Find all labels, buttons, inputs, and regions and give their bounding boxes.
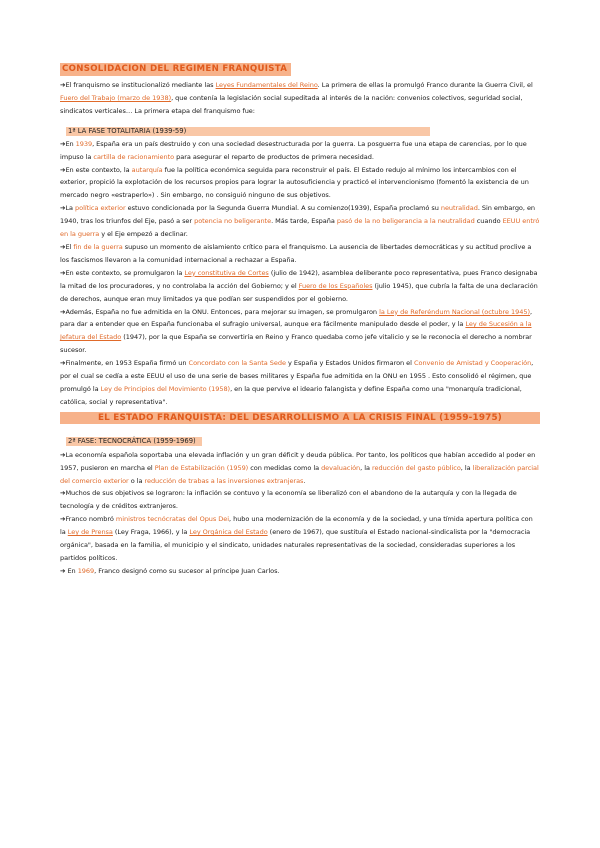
arrow-icon: ➔ bbox=[60, 359, 66, 368]
arrow-icon: ➔ bbox=[60, 242, 66, 251]
paragraph-politica-exterior: ➔La política exterior estuvo condicionada por la Segunda Guerra Mundial. A su comienzo(1939), España proclamó su neutralidad. Sin embargo, en 1940, tras los triunfos del Eje, pasó a ser potencia no beligerante. Más tarde, España pasó de la no beligerancia a la neutralidad cuando EEUU entró en la guerra y el Eje empezó a declinar. bbox=[60, 204, 540, 239]
arrow-icon: ➔ bbox=[60, 165, 66, 174]
phase-label-tecnocratica: 2ª FASE: TECNOCRÁTICA (1959-1969) bbox=[66, 437, 202, 446]
paragraph-autarquia: ➔En este contexto, la autarquía fue la política económica seguida para reconstruir el país. El Estado redujo al mínimo los intercambios con el exterior, propició la explotación de los recursos propios para lograr la autosuficiencia y practicó el intervencionismo (fomentó la existencia de un mercado negro «estraperlo») . Sin embargo, no consiguió ninguno de sus objetivos. bbox=[60, 165, 529, 200]
paragraph-leyes-cortes: ➔En este contexto, se promulgaron la Ley constitutiva de Cortes (julio de 1942), asamblea deliberante poco representativa, pues Franco designaba la mitad de los procuradores, y no controlaba la acción del Gobierno; y el Fuero de los Españoles (julio 1945), que cubría la falta de una declaración de derechos, aunque eran muy limitados ya que podían ser suspendidos por el gobierno. bbox=[60, 268, 538, 303]
arrow-icon: ➔ bbox=[60, 268, 66, 277]
paragraph-concordato: ➔Finalmente, en 1953 España firmó un Concordato con la Santa Sede y España y Estados Unidos firmaron el Convenio de Amistad y Cooperación, por el cual se cedía a este EEUU el uso de una serie de bases militares y España fue admitida en la ONU en 1955 . Esto consolidó el régimen, que promulgó la Ley de Principios del Movimiento (1958), en la que pervive el ideario falangista y define España como una "monarquía tradicional, católica, social y representativa". bbox=[60, 359, 534, 406]
paragraph-sucesor: ➔ En 1969, Franco designó como su sucesor al príncipe Juan Carlos. bbox=[60, 566, 280, 575]
arrow-icon: ➔ bbox=[60, 204, 66, 213]
paragraph-estabilizacion: ➔La economía española soportaba una elevada inflación y un gran déficit y deuda pública. Por tanto, los políticos que habían accedido al poder en 1957, pusieron en marcha el Plan de Estabilización (1959) con medidas como la devaluación, la reducción del gasto público, la liberalización parcial del comercio exterior o la reducción de trabas a las inversiones extranjeras. bbox=[60, 450, 539, 485]
arrow-icon: ➔ bbox=[60, 566, 66, 575]
arrow-icon: ➔ bbox=[60, 307, 66, 316]
section-title-estado-franquista: EL ESTADO FRANQUISTA: DEL DESARROLLISMO A LA CRISIS FINAL (1959-1975) bbox=[60, 412, 540, 424]
arrow-icon: ➔ bbox=[60, 489, 66, 498]
ley-sucesion-link[interactable]: Ley de Sucesión a la Jefatura del Estado bbox=[60, 320, 532, 342]
leyes-fundamentales-link[interactable]: Leyes Fundamentales del Reino bbox=[215, 81, 318, 89]
paragraph-objetivos: ➔Muchos de sus objetivos se lograron: la inflación se contuvo y la economía se liberalizó con el abandono de la autarquía y con la llegada de tecnología y de créditos extranjeros. bbox=[60, 489, 517, 511]
arrow-icon: ➔ bbox=[60, 450, 66, 459]
fuero-espanoles-link[interactable]: Fuero de los Españoles bbox=[298, 281, 373, 290]
paragraph-tecnocratas: ➔Franco nombró ministros tecnócratas del Opus Dei, hubo una modernización de la economía y de la sociedad, y una tímida apertura política con la Ley de Prensa (Ley Fraga, 1966), y la Ley Orgánica del Estado (enero de 1967), que sustituía el Estado nacional-sindicalista por la "democracia orgánica", basada en la familia, el municipio y el sindicato, unidades naturales representativas de la sociedad, consideradas superiores a los partidos políticos. bbox=[60, 515, 533, 562]
phase-label-totalitaria: 1ª LA FASE TOTALITARIA (1939-59) bbox=[66, 127, 430, 136]
ley-prensa-link[interactable]: Ley de Prensa bbox=[67, 528, 113, 537]
intro-paragraph: ➔El franquismo se institucionalizó mediante las Leyes Fundamentales del Reino. La primera de ellas la promulgó Franco durante la Guerra Civil, el Fuero del Trabajo (marzo de 1938), que contenía la legislación social supeditada al interés de la nación: convenios colectivos, seguridad social, sindicatos verticales… La primera etapa del franquismo fue: bbox=[60, 81, 533, 115]
paragraph-posguerra: ➔En 1939, España era un país destruido y con una sociedad desestructurada por la guerra. La posguerra fue una etapa de carencias, por lo que impuso la cartilla de racionamiento para asegurar el reparto de productos de primera necesidad. bbox=[60, 139, 527, 161]
arrow-icon: ➔ bbox=[60, 139, 66, 148]
ley-referendum-link[interactable]: la Ley de Referéndum Nacional (octubre 1945) bbox=[379, 307, 530, 316]
ley-organica-link[interactable]: Ley Orgánica del Estado bbox=[189, 528, 268, 537]
arrow-icon: ➔ bbox=[60, 81, 66, 89]
paragraph-aislamiento: ➔El fin de la guerra supuso un momento de aislamiento crítico para el franquismo. La ausencia de libertades democráticas y su actitud proclive a los fascismos llevaron a la comunidad internacional a rechazar a España. bbox=[60, 242, 532, 264]
section-title-consolidacion: CONSOLIDACION DEL REGIMEN FRANQUISTA bbox=[60, 63, 291, 76]
arrow-icon: ➔ bbox=[60, 515, 66, 524]
fuero-del-trabajo-link[interactable]: Fuero del Trabajo (marzo de 1938) bbox=[60, 93, 172, 102]
paragraph-onu: ➔Además, España no fue admitida en la ONU. Entonces, para mejorar su imagen, se promulgaron la Ley de Referéndum Nacional (octubre 1945), para dar a entender que en España funcionaba el sufragio universal, aunque era fácilmente manipulado desde el poder, y la Ley de Sucesión a la Jefatura del Estado (1947), por la que España se convertiría en Reino y Franco quedaba como jefe vitalicio y se le reconocía el derecho a nombrar sucesor. bbox=[60, 307, 533, 355]
document-page bbox=[60, 56, 540, 578]
ley-cortes-link[interactable]: Ley constitutiva de Cortes bbox=[184, 268, 269, 277]
